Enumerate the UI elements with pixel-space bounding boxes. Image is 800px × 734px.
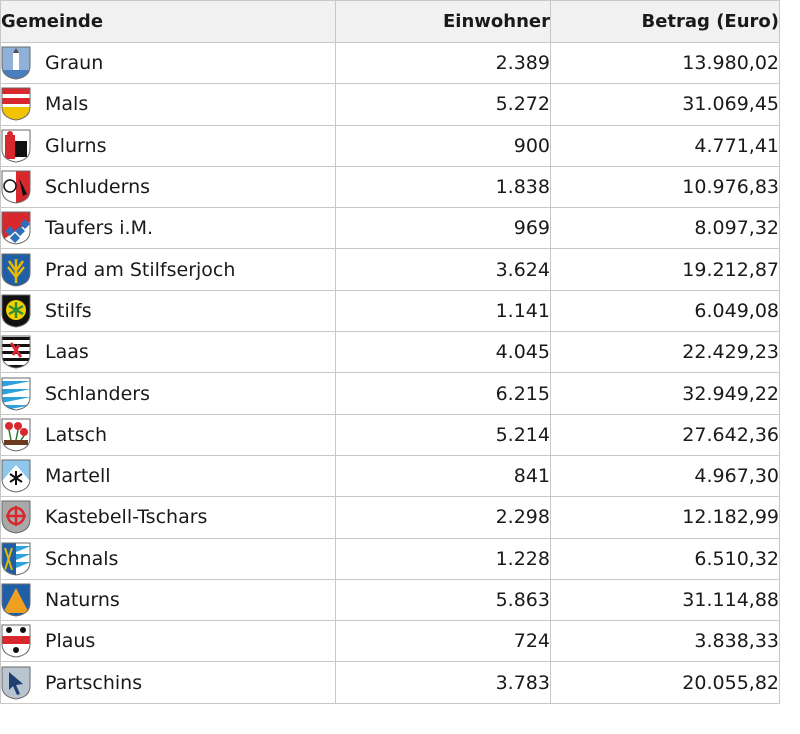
gemeinde-name: Schluderns	[45, 176, 151, 199]
cell-betrag: 32.949,22	[551, 373, 780, 414]
gemeinde-cell-content	[1, 43, 335, 83]
table-row	[1, 497, 780, 538]
table-row	[1, 662, 780, 703]
laas-crest-icon	[1, 335, 31, 369]
cell-einwohner: 724	[336, 621, 551, 662]
cell-betrag: 31.114,88	[551, 579, 780, 620]
schnals-crest-icon	[1, 542, 31, 576]
schluderns-crest-icon	[1, 170, 31, 204]
cell-gemeinde	[1, 497, 336, 538]
cell-gemeinde	[1, 414, 336, 455]
cell-einwohner: 1.838	[336, 166, 551, 207]
cell-gemeinde	[1, 621, 336, 662]
gemeinde-cell-content	[1, 208, 335, 248]
cell-betrag: 6.510,32	[551, 538, 780, 579]
naturns-crest-icon	[1, 583, 31, 617]
table-row	[1, 414, 780, 455]
schlanders-crest-icon	[1, 377, 31, 411]
gemeinde-name: Schnals	[45, 547, 119, 570]
cell-einwohner: 969	[336, 208, 551, 249]
plaus-crest-icon	[1, 624, 31, 658]
gemeinde-name: Glurns	[45, 134, 107, 157]
cell-einwohner: 5.863	[336, 579, 551, 620]
table-row	[1, 43, 780, 84]
gemeinde-name: Kastebell-Tschars	[45, 506, 208, 529]
table-row	[1, 249, 780, 290]
table-body	[1, 43, 780, 704]
cell-betrag: 10.976,83	[551, 166, 780, 207]
taufers-crest-icon	[1, 211, 31, 245]
gemeinde-cell-content	[1, 497, 335, 537]
cell-gemeinde	[1, 373, 336, 414]
gemeinde-cell-content	[1, 539, 335, 579]
partschins-crest-icon	[1, 666, 31, 700]
mals-crest-icon	[1, 87, 31, 121]
cell-betrag: 8.097,32	[551, 208, 780, 249]
table-row	[1, 332, 780, 373]
cell-betrag: 19.212,87	[551, 249, 780, 290]
cell-gemeinde	[1, 290, 336, 331]
cell-gemeinde	[1, 84, 336, 125]
gemeinde-cell-content	[1, 621, 335, 661]
table-header	[1, 1, 780, 43]
gemeinde-name: Plaus	[45, 630, 96, 653]
martell-crest-icon	[1, 459, 31, 493]
gemeinde-cell-content	[1, 415, 335, 455]
cell-einwohner: 2.298	[336, 497, 551, 538]
gemeinde-name: Laas	[45, 341, 89, 364]
gemeinde-name: Taufers i.M.	[45, 217, 154, 240]
table-row	[1, 166, 780, 207]
gemeinde-name: Graun	[45, 52, 104, 75]
cell-einwohner: 5.272	[336, 84, 551, 125]
gemeinde-cell-content	[1, 373, 335, 413]
header-gemeinde: Gemeinde	[1, 1, 336, 43]
cell-betrag: 27.642,36	[551, 414, 780, 455]
cell-einwohner: 3.624	[336, 249, 551, 290]
gemeinde-cell-content	[1, 167, 335, 207]
gemeinde-name: Mals	[45, 93, 89, 116]
cell-gemeinde	[1, 166, 336, 207]
cell-gemeinde	[1, 332, 336, 373]
header-einwohner: Einwohner	[336, 1, 551, 43]
cell-gemeinde	[1, 662, 336, 703]
kastelbell-crest-icon	[1, 500, 31, 534]
cell-gemeinde	[1, 43, 336, 84]
cell-einwohner: 841	[336, 455, 551, 496]
gemeinde-cell-content	[1, 332, 335, 372]
cell-betrag: 3.838,33	[551, 621, 780, 662]
cell-betrag: 12.182,99	[551, 497, 780, 538]
cell-gemeinde	[1, 208, 336, 249]
table-row	[1, 290, 780, 331]
cell-gemeinde	[1, 538, 336, 579]
table-row	[1, 125, 780, 166]
cell-betrag: 22.429,23	[551, 332, 780, 373]
table-row	[1, 208, 780, 249]
cell-einwohner: 1.228	[336, 538, 551, 579]
table-row	[1, 373, 780, 414]
cell-betrag: 13.980,02	[551, 43, 780, 84]
gemeinde-cell-content	[1, 249, 335, 289]
cell-betrag: 20.055,82	[551, 662, 780, 703]
gemeinde-cell-content	[1, 291, 335, 331]
cell-einwohner: 4.045	[336, 332, 551, 373]
table-row	[1, 621, 780, 662]
cell-einwohner: 900	[336, 125, 551, 166]
gemeinde-name: Naturns	[45, 589, 120, 611]
header-betrag: Betrag (Euro)	[551, 1, 780, 43]
table-row	[1, 84, 780, 125]
gemeinde-name: Prad am Stilfserjoch	[45, 258, 236, 281]
gemeinde-name: Latsch	[45, 423, 108, 446]
header-row	[1, 1, 780, 43]
cell-gemeinde	[1, 125, 336, 166]
gemeinde-name: Stilfs	[45, 299, 92, 322]
table-row	[1, 538, 780, 579]
table-row	[1, 455, 780, 496]
gemeinde-cell-content	[1, 580, 335, 620]
cell-betrag: 6.049,08	[551, 290, 780, 331]
cell-einwohner: 6.215	[336, 373, 551, 414]
cell-gemeinde	[1, 249, 336, 290]
cell-betrag: 4.967,30	[551, 455, 780, 496]
gemeinde-cell-content	[1, 84, 335, 124]
cell-einwohner: 1.141	[336, 290, 551, 331]
gemeinde-cell-content	[1, 126, 335, 166]
cell-einwohner: 3.783	[336, 662, 551, 703]
cell-gemeinde	[1, 579, 336, 620]
cell-einwohner: 5.214	[336, 414, 551, 455]
gemeinde-name: Schlanders	[45, 382, 150, 405]
gemeinde-name: Partschins	[45, 671, 143, 694]
gemeinde-cell-content	[1, 456, 335, 496]
prad-crest-icon	[1, 253, 31, 287]
stilfs-crest-icon	[1, 294, 31, 328]
gemeinde-cell-content	[1, 662, 335, 702]
cell-gemeinde	[1, 455, 336, 496]
cell-betrag: 4.771,41	[551, 125, 780, 166]
table-row	[1, 579, 780, 620]
glurns-crest-icon	[1, 129, 31, 163]
latsch-crest-icon	[1, 418, 31, 452]
cell-einwohner: 2.389	[336, 43, 551, 84]
cell-betrag: 31.069,45	[551, 84, 780, 125]
gemeinde-name: Martell	[45, 465, 111, 488]
graun-crest-icon	[1, 46, 31, 80]
